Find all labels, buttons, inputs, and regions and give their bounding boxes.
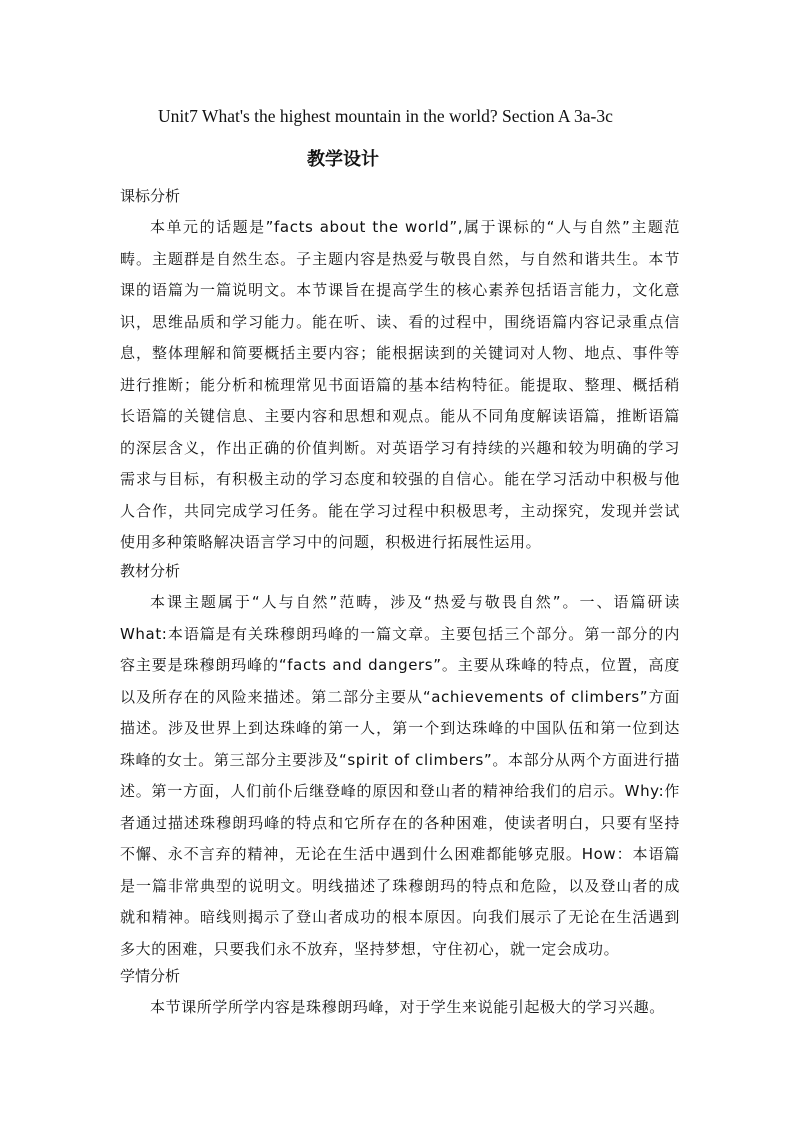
section-textbook-analysis xyxy=(120,558,680,965)
document-subtitle: 教学设计 xyxy=(307,149,379,170)
section-learner-analysis xyxy=(120,963,680,1024)
document-title: Unit7 What's the highest mountain in the world? Section A 3a-3c xyxy=(158,106,613,126)
section-heading: 教材分析 xyxy=(120,562,181,580)
section-curriculum-analysis xyxy=(120,183,680,559)
section-paragraph: 本课主题属于“人与自然”范畴，涉及“热爱与敬畏自然”。一、语篇研读 What:本语篇是有关珠穆朗玛峰的一篇文章。主要包括三个部分。第一部分的内容主要是珠穆朗玛峰的“facts and dangers”。主要从珠峰的特点，位置，高度以及所存在的风险来描述。第二部分主要从“achievements of climbers”方面描述。涉及世界上到达珠峰的第一人，第一个到达珠峰的中国队伍和第一位到达珠峰的女士。第三部分主要涉及“spirit of climbers”。本部分从两个方面进行描述。第一方面，人们前仆后继登峰的原因和登山者的精神给我们的启示。Why:作者通过描述珠穆朗玛峰的特点和它所存在的各种困难，使读者明白，只要有坚持不懈、永不言弃的精神，无论在生活中遇到什么困难都能够克服。How：本语篇是一篇非常典型的说明文。明线描述了珠穆朗玛的特点和危险，以及登山者的成就和精神。暗线则揭示了登山者成功的根本原因。向我们展示了无论在生活遇到多大的困难，只要我们永不放弃，坚持梦想，守住初心，就一定会成功。 xyxy=(120,593,680,958)
section-paragraph: 本节课所学所学内容是珠穆朗玛峰，对于学生来说能引起极大的学习兴趣。 xyxy=(150,998,665,1016)
section-paragraph: 本单元的话题是”facts about the world”,属于课标的“人与自然”主题范畴。主题群是自然生态。子主题内容是热爱与敬畏自然，与自然和谐共生。本节课的语篇为一篇说明文。本节课旨在提高学生的核心素养包括语言能力，文化意识，思维品质和学习能力。能在听、读、看的过程中，围绕语篇内容记录重点信息，整体理解和简要概括主要内容；能根据读到的关键词对人物、地点、事件等进行推断；能分析和梳理常见书面语篇的基本结构特征。能提取、整理、概括稍长语篇的关键信息、主要内容和思想和观点。能从不同角度解读语篇，推断语篇的深层含义，作出正确的价值判断。对英语学习有持续的兴趣和较为明确的学习需求与目标，有积极主动的学习态度和较强的自信心。能在学习活动中积极与他人合作，共同完成学习任务。能在学习过程中积极思考，主动探究，发现并尝试使用多种策略解决语言学习中的问题，积极进行拓展性运用。 xyxy=(120,218,680,551)
section-heading: 学情分析 xyxy=(120,967,181,985)
section-heading: 课标分析 xyxy=(120,187,181,205)
